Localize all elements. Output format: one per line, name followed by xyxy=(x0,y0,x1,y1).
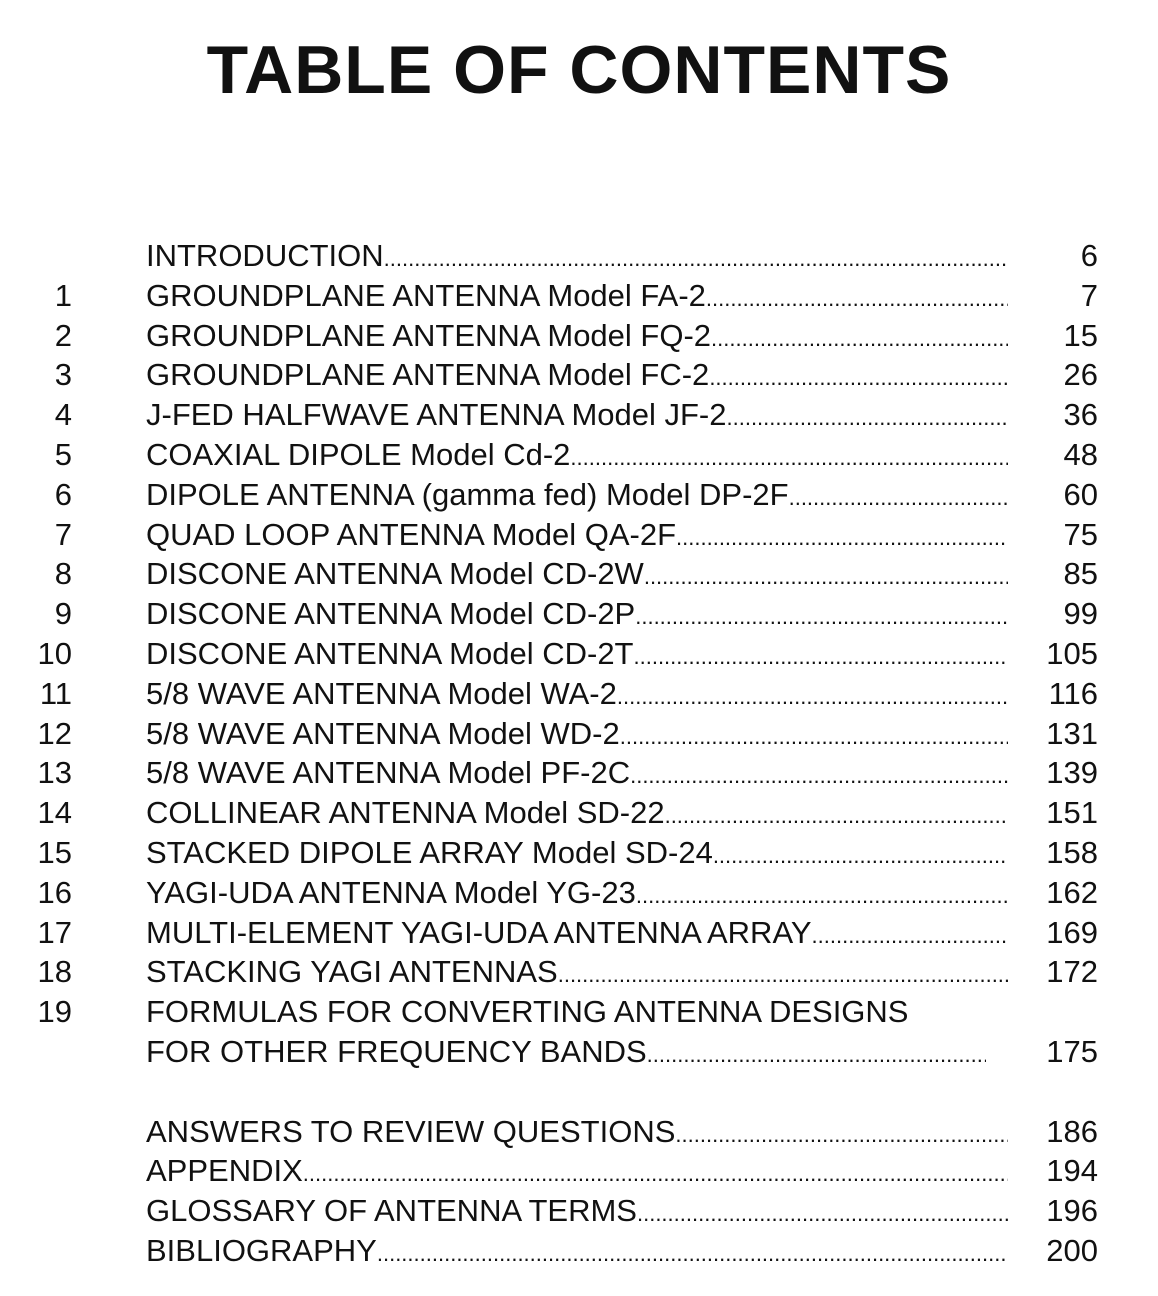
toc-page: 15 xyxy=(1063,317,1098,353)
toc-title: GROUNDPLANE ANTENNA Model FQ-2 xyxy=(146,317,712,353)
toc-number: 5 xyxy=(54,436,72,472)
page-title: TABLE OF CONTENTS xyxy=(206,32,952,108)
toc-entry xyxy=(146,515,1008,558)
toc-page: 99 xyxy=(1063,596,1098,632)
toc-number: 6 xyxy=(54,476,72,512)
toc-page: 36 xyxy=(1063,397,1098,433)
dot-leader xyxy=(384,239,1008,279)
toc-row[interactable] xyxy=(0,515,1158,555)
toc-row[interactable] xyxy=(0,316,1158,356)
toc-title: STACKED DIPOLE ARRAY Model SD-24 xyxy=(146,834,713,870)
dot-leader xyxy=(676,518,1008,558)
toc-entry xyxy=(146,634,1008,677)
dot-leader xyxy=(377,1234,1008,1274)
dot-leader xyxy=(558,955,1008,995)
toc-entry xyxy=(146,236,1008,279)
dot-leader xyxy=(675,1115,1008,1155)
toc-number: 11 xyxy=(39,675,72,711)
toc-title: 5/8 WAVE ANTENNA Model WA-2 xyxy=(146,675,617,711)
toc-entry xyxy=(146,1112,1008,1155)
toc-row[interactable] xyxy=(0,594,1158,634)
toc-title: 5/8 WAVE ANTENNA Model PF-2C xyxy=(146,755,631,791)
toc-entry xyxy=(146,913,1008,956)
toc-number: 9 xyxy=(54,596,72,632)
toc-row[interactable] xyxy=(0,753,1158,793)
dot-leader xyxy=(644,557,1008,597)
toc-entry xyxy=(146,1151,1008,1194)
toc-title: APPENDIX xyxy=(146,1153,303,1189)
toc-title: 5/8 WAVE ANTENNA Model WD-2 xyxy=(146,715,620,751)
toc-entry xyxy=(146,674,1008,717)
toc-title: DIPOLE ANTENNA (gamma fed) Model DP-2F xyxy=(146,476,789,512)
toc-number: 15 xyxy=(37,834,72,870)
toc-row-chapter-19-line2[interactable] xyxy=(0,1032,1158,1072)
toc-title: ANSWERS TO REVIEW QUESTIONS xyxy=(146,1113,676,1149)
toc-title: GLOSSARY OF ANTENNA TERMS xyxy=(146,1193,637,1229)
toc-row[interactable] xyxy=(0,475,1158,515)
toc-page: 6 xyxy=(1080,238,1098,273)
toc-page: 116 xyxy=(1048,675,1098,711)
toc-number: 16 xyxy=(37,874,72,910)
toc-row-introduction[interactable] xyxy=(0,236,1158,276)
dot-leader xyxy=(630,756,1008,796)
toc-row[interactable] xyxy=(0,913,1158,953)
dot-leader xyxy=(635,597,1008,637)
toc-title: GROUNDPLANE ANTENNA Model FA-2 xyxy=(146,277,706,313)
toc-row[interactable] xyxy=(0,714,1158,754)
toc-row[interactable] xyxy=(0,634,1158,674)
dot-leader xyxy=(812,916,1008,956)
dot-leader xyxy=(620,717,1008,757)
toc-title: COLLINEAR ANTENNA Model SD-22 xyxy=(146,795,665,831)
toc-title: FORMULAS FOR CONVERTING ANTENNA DESIGNS xyxy=(146,994,909,1030)
toc-page: 158 xyxy=(1046,834,1098,870)
section-gap xyxy=(0,1072,1158,1112)
toc-entry xyxy=(146,435,1008,478)
toc-entry xyxy=(146,714,1008,757)
toc-number: 4 xyxy=(54,397,72,433)
toc-row[interactable] xyxy=(0,355,1158,395)
toc-title: DISCONE ANTENNA Model CD-2P xyxy=(146,596,636,632)
dot-leader xyxy=(713,836,1008,876)
toc-row-answers[interactable] xyxy=(0,1112,1158,1152)
toc-number: 1 xyxy=(54,277,72,313)
toc-entry xyxy=(146,1191,1008,1234)
toc-title: QUAD LOOP ANTENNA Model QA-2F xyxy=(146,516,677,552)
toc-page: 26 xyxy=(1063,357,1098,393)
toc-page: 175 xyxy=(1046,1033,1098,1069)
toc-number: 8 xyxy=(54,556,72,592)
toc-page: 151 xyxy=(1046,795,1098,831)
toc-row-appendix[interactable] xyxy=(0,1151,1158,1191)
toc-entry xyxy=(146,276,1008,319)
toc-title: INTRODUCTION xyxy=(146,238,384,273)
dot-leader xyxy=(634,637,1009,677)
toc-row[interactable] xyxy=(0,793,1158,833)
toc-title: FOR OTHER FREQUENCY BANDS xyxy=(146,1033,647,1069)
toc-list xyxy=(0,236,1158,1271)
toc-title: DISCONE ANTENNA Model CD-2W xyxy=(146,556,644,592)
toc-number: 17 xyxy=(37,914,72,950)
toc-number: 10 xyxy=(37,635,72,671)
dot-leader xyxy=(711,319,1008,359)
toc-page: 162 xyxy=(1046,874,1098,910)
dot-leader xyxy=(789,478,1008,518)
toc-page: 85 xyxy=(1063,556,1098,592)
toc-number: 13 xyxy=(37,755,72,791)
toc-entry xyxy=(146,395,1008,438)
toc-row[interactable] xyxy=(0,833,1158,873)
toc-entry xyxy=(146,873,1008,916)
toc-number: 7 xyxy=(54,516,72,552)
toc-page: 48 xyxy=(1063,436,1098,472)
toc-row[interactable] xyxy=(0,435,1158,475)
toc-page: 105 xyxy=(1046,635,1098,671)
toc-entry xyxy=(146,475,1008,518)
dot-leader xyxy=(570,438,1008,478)
toc-entry xyxy=(146,1231,1008,1274)
toc-page: 139 xyxy=(1046,755,1098,791)
toc-page: 200 xyxy=(1046,1232,1098,1268)
dot-leader xyxy=(636,876,1008,916)
toc-entry xyxy=(146,316,1008,359)
toc-number: 18 xyxy=(37,954,72,990)
toc-row[interactable] xyxy=(0,674,1158,714)
toc-row[interactable] xyxy=(0,952,1158,992)
toc-title: J-FED HALFWAVE ANTENNA Model JF-2 xyxy=(146,397,727,433)
toc-number: 14 xyxy=(37,795,72,831)
toc-page: 194 xyxy=(1046,1153,1098,1189)
toc-title: BIBLIOGRAPHY xyxy=(146,1232,377,1268)
toc-title: COAXIAL DIPOLE Model Cd-2 xyxy=(146,436,571,472)
toc-entry xyxy=(146,554,1008,597)
dot-leader xyxy=(637,1194,1008,1234)
toc-row-bibliography[interactable] xyxy=(0,1231,1158,1271)
toc-title: YAGI-UDA ANTENNA Model YG-23 xyxy=(146,874,636,910)
toc-number: 3 xyxy=(54,357,72,393)
dot-leader xyxy=(617,677,1008,717)
toc-row[interactable] xyxy=(0,554,1158,594)
toc-page: 186 xyxy=(1046,1113,1098,1149)
toc-page: 131 xyxy=(1046,715,1098,751)
toc-page: 172 xyxy=(1046,954,1098,990)
toc-row-glossary[interactable] xyxy=(0,1191,1158,1231)
toc-entry xyxy=(146,753,1008,796)
toc-title: DISCONE ANTENNA Model CD-2T xyxy=(146,635,634,671)
dot-leader xyxy=(706,279,1008,319)
toc-number: 2 xyxy=(54,317,72,353)
dot-leader xyxy=(709,358,1008,398)
toc-entry xyxy=(146,992,1008,1032)
toc-page: 196 xyxy=(1046,1193,1098,1229)
toc-entry xyxy=(146,793,1008,836)
dot-leader xyxy=(727,398,1009,438)
toc-page: 169 xyxy=(1046,914,1098,950)
toc-page: 7 xyxy=(1080,277,1098,313)
toc-title: STACKING YAGI ANTENNAS xyxy=(146,954,558,990)
toc-entry xyxy=(146,355,1008,398)
toc-entry xyxy=(146,1032,986,1075)
dot-leader xyxy=(303,1154,1008,1194)
toc-number: 12 xyxy=(37,715,72,751)
dot-leader xyxy=(665,796,1008,836)
toc-number: 19 xyxy=(37,994,72,1030)
dot-leader xyxy=(647,1035,986,1075)
toc-title: MULTI-ELEMENT YAGI-UDA ANTENNA ARRAY xyxy=(146,914,812,950)
toc-page: 75 xyxy=(1063,516,1098,552)
toc-entry xyxy=(146,952,1008,995)
toc-row[interactable] xyxy=(0,873,1158,913)
toc-title: GROUNDPLANE ANTENNA Model FC-2 xyxy=(146,357,710,393)
toc-row-chapter-19-line1[interactable] xyxy=(0,992,1158,1032)
toc-entry xyxy=(146,594,1008,637)
toc-page: 60 xyxy=(1063,476,1098,512)
toc-entry xyxy=(146,833,1008,876)
toc-row[interactable] xyxy=(0,395,1158,435)
toc-row[interactable] xyxy=(0,276,1158,316)
